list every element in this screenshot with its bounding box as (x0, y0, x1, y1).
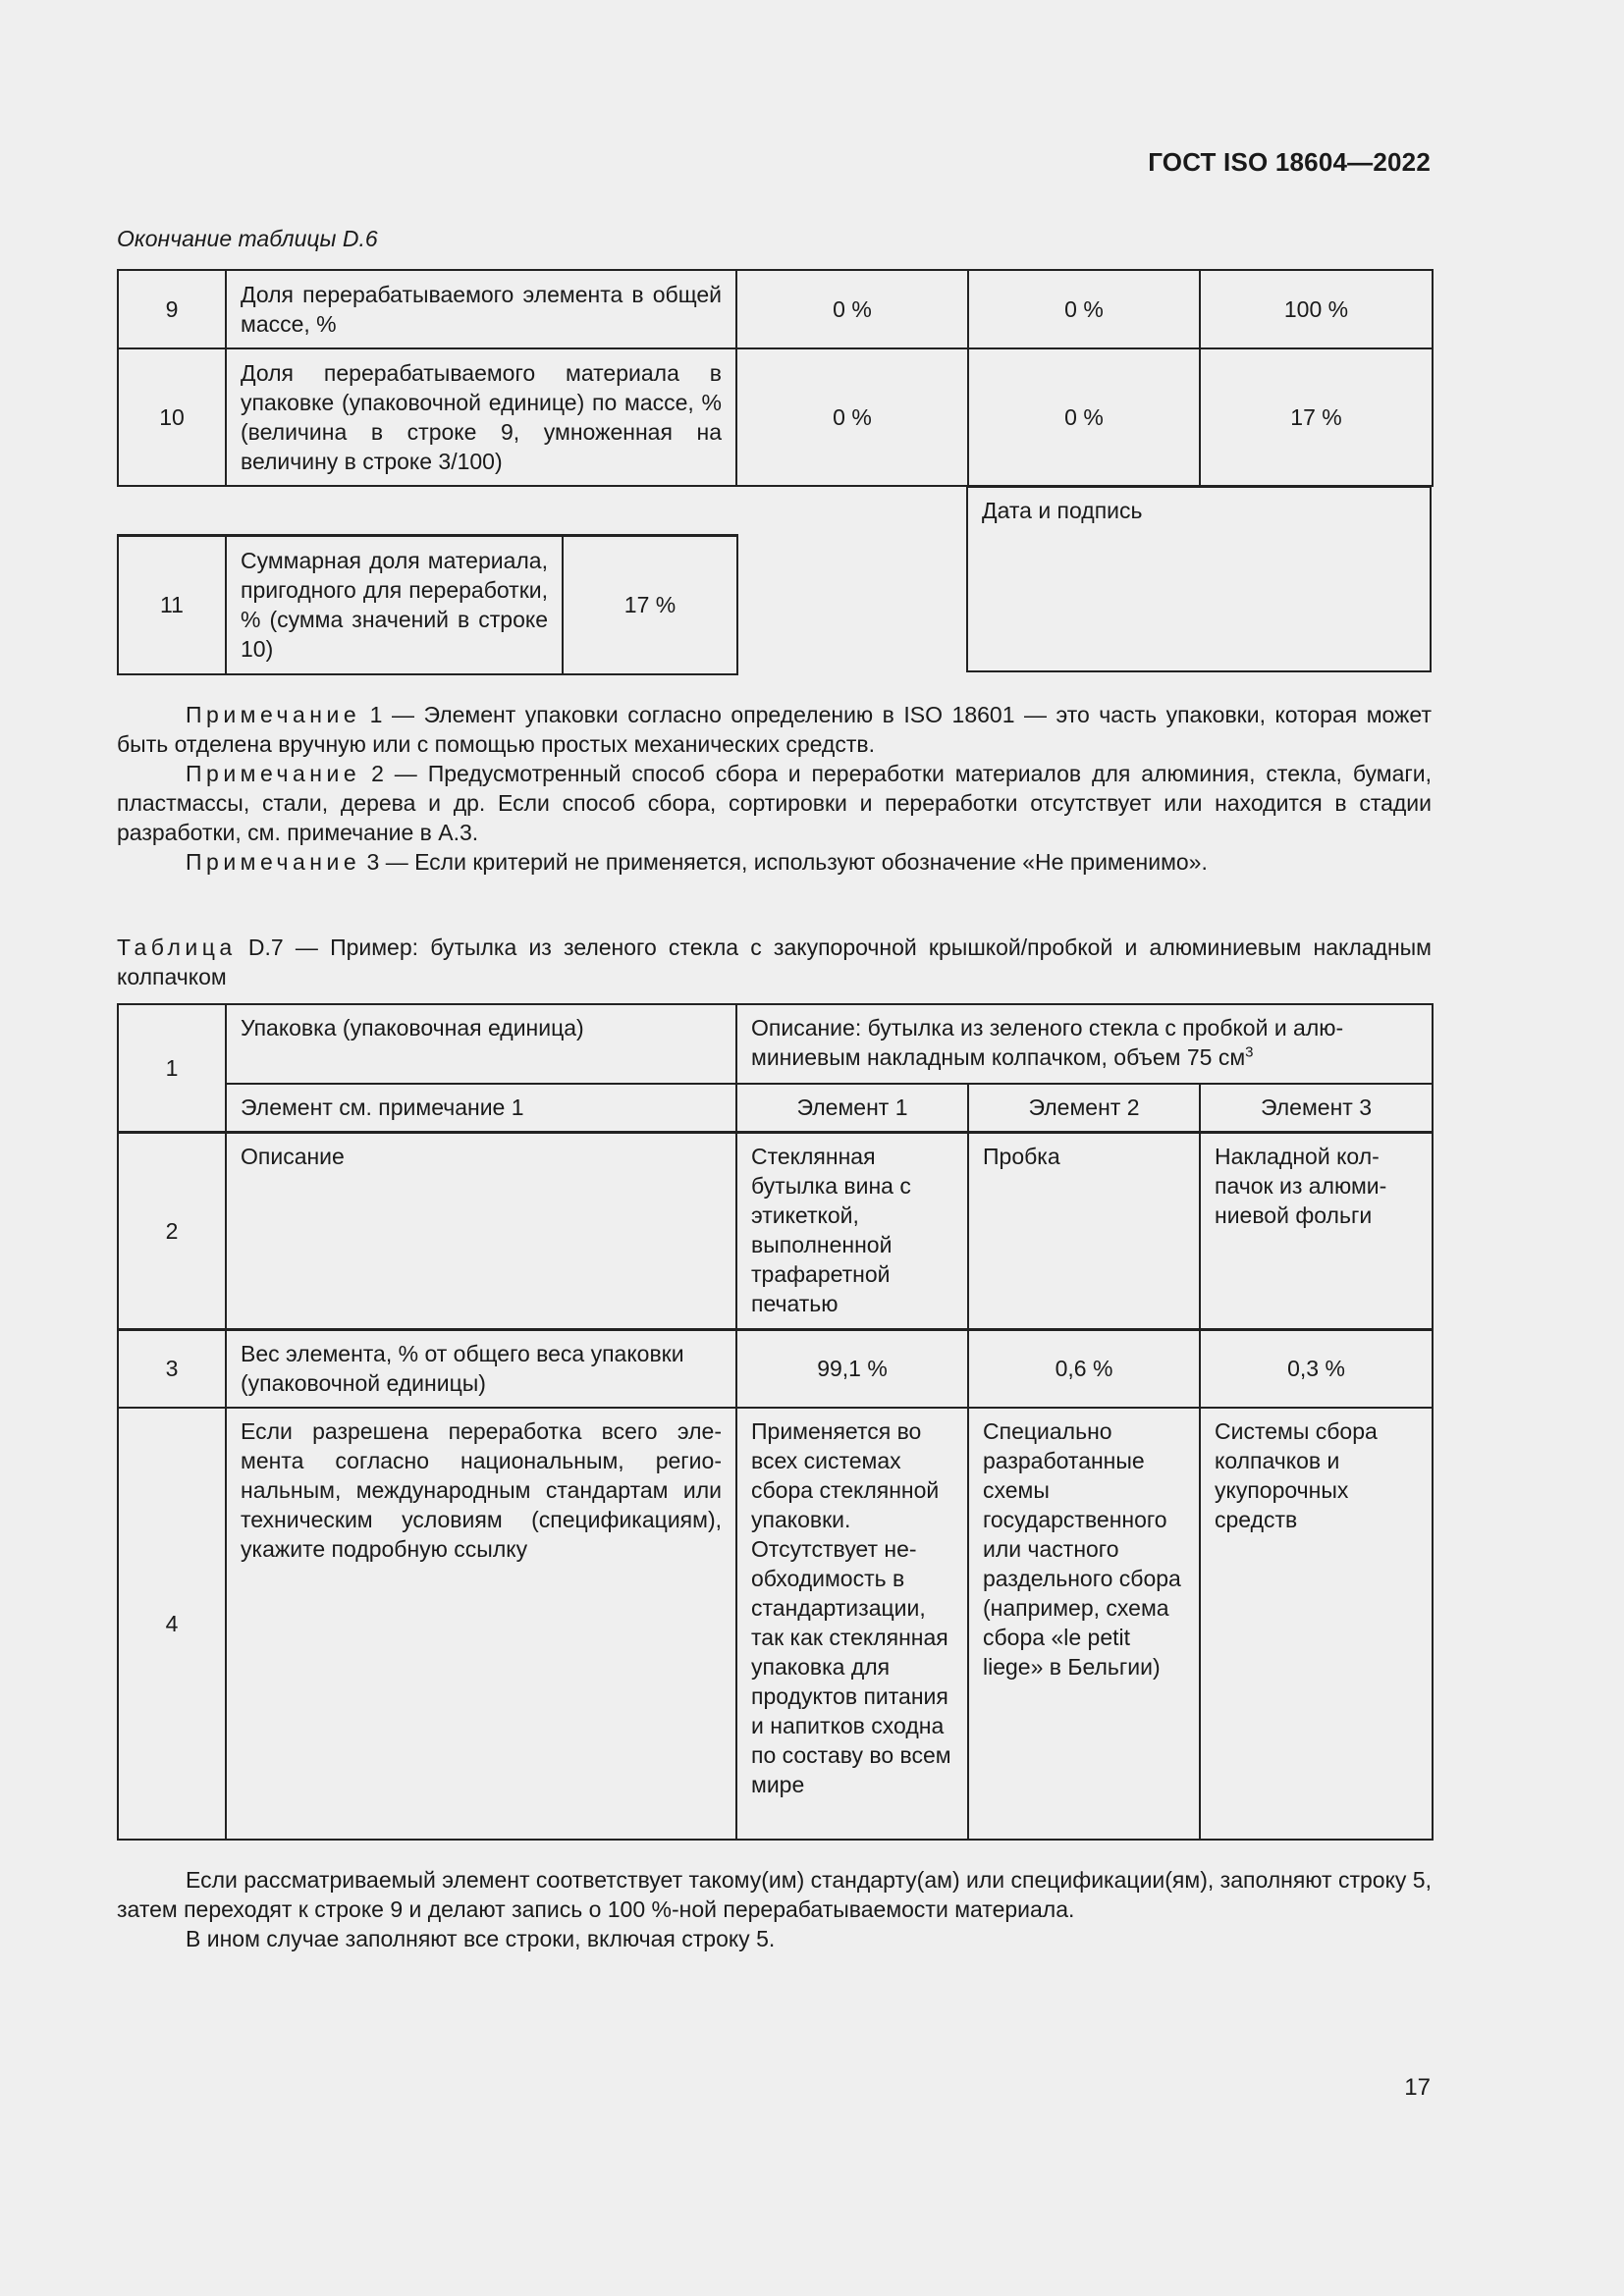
table-row (118, 1132, 1433, 1329)
note-3 (117, 847, 1432, 877)
note-text: 2 — Предусмотренный способ сбора и переработки материалов для алюминия, стекла, бумаги, пластмассы, стали, дерева и др. Если способ сбора, сортировки и переработки отсутствует или находится в стадии разработки, см. примечание в А.3. (117, 761, 1432, 845)
note-prefix: Примечание (186, 702, 361, 727)
table-row (118, 348, 1433, 486)
note-prefix: Примечание (186, 849, 361, 875)
note-text: 3 — Если критерий не применяется, используют обозначение «Не применимо». (360, 849, 1208, 875)
element1-header: Элемент 1 (736, 1084, 968, 1132)
note-1 (117, 700, 1432, 759)
row-number: 2 (118, 1132, 226, 1329)
notes (117, 700, 1432, 877)
element2-header: Элемент 2 (968, 1084, 1200, 1132)
element-label: Элемент см. примечание 1 (226, 1084, 736, 1132)
table-title-prefix: Таблица (117, 934, 237, 960)
row-number: 1 (118, 1004, 226, 1132)
table-row (118, 1004, 1433, 1084)
row-label: Описание (226, 1132, 736, 1329)
element3-weight: 0,3 % (1200, 1329, 1433, 1408)
row-number: 9 (118, 270, 226, 348)
row-label: Если разрешена переработка всего элемента согласно национальным, региональным, международным стандартам или техническим условиям (спецификациям), укажите подробную ссылку (226, 1408, 736, 1840)
note-prefix: Примечание (186, 761, 361, 786)
paragraph: Если рассматриваемый элемент соответствует такому(им) стандарту(ам) или спецификации(ям), заполняют строку 5, затем переходят к строке 9 и делают запись о 100 %-ной перерабатываемости материала. (117, 1867, 1432, 1922)
element3-description: Накладной колпачок из алюминиевой фольги (1200, 1132, 1433, 1329)
element3-reference: Системы сбора колпачков и укупорочных средств (1200, 1408, 1433, 1840)
date-signature-box (966, 485, 1432, 672)
element2-description: Пробка (968, 1132, 1200, 1329)
document-code: ГОСТ ISO 18604—2022 (1148, 147, 1431, 177)
note-2 (117, 759, 1432, 847)
table-row (118, 270, 1433, 348)
row-number: 11 (118, 536, 226, 674)
table-row (118, 1329, 1433, 1408)
packaging-label: Упаковка (упаковочная единица) (226, 1004, 736, 1084)
table-row (118, 1408, 1433, 1840)
row-label: Доля перерабатываемого элемента в общей массе, % (226, 270, 736, 348)
description-text: Описание: бутылка из зеленого стекла с пробкой и алюминиевым накладным колпачком, объем 75 см (751, 1015, 1344, 1070)
element1-value: 0 % (736, 348, 968, 486)
table-title-text: D.7 — Пример: бутылка из зеленого стекла с закупорочной крышкой/пробкой и алюминиевым накладным колпачком (117, 934, 1432, 989)
packaging-description (736, 1004, 1433, 1084)
body-text (117, 1865, 1432, 1953)
row-label: Вес элемента, % от общего веса упаковки (упаковочной единицы) (226, 1329, 736, 1408)
paragraph: В ином случае заполняют все строки, включая строку 5. (186, 1926, 776, 1951)
total-value: 17 % (563, 536, 737, 674)
element2-value: 0 % (968, 348, 1200, 486)
table-d7 (117, 1003, 1434, 1841)
description-superscript: 3 (1245, 1043, 1254, 1061)
table-continuation-caption: Окончание таблицы D.6 (117, 226, 378, 251)
page-number: 17 (1404, 2074, 1431, 2101)
note-text: 1 — Элемент упаковки согласно определению в ISO 18601 — это часть упаковки, которая может быть отделена вручную или с помощью простых механических средств. (117, 702, 1432, 757)
row-label: Суммарная доля материала, пригодного для переработки, % (сумма значений в строке 10) (226, 536, 563, 674)
table-row (118, 536, 737, 674)
element2-weight: 0,6 % (968, 1329, 1200, 1408)
element2-value: 0 % (968, 270, 1200, 348)
element1-value: 0 % (736, 270, 968, 348)
row-number: 4 (118, 1408, 226, 1840)
table-d6-end (117, 269, 1434, 487)
element1-description: Стеклянная бутылка вина с этикеткой, выполненной трафаретной печатью (736, 1132, 968, 1329)
element1-reference: Применяется во всех системах сбора стеклянной упаковки. Отсутствует необходимость в стандартизации, так как стеклянная упаковка для продуктов питания и напитков сходна по составу во всем мире (736, 1408, 968, 1840)
element3-value: 17 % (1200, 348, 1433, 486)
element3-value: 100 % (1200, 270, 1433, 348)
element3-header: Элемент 3 (1200, 1084, 1433, 1132)
element2-reference: Специально разработанные схемы государственного или частного раздельного сбора (например, схема сбора «le petit liege» в Бельгии) (968, 1408, 1200, 1840)
row-number: 10 (118, 348, 226, 486)
element1-weight: 99,1 % (736, 1329, 968, 1408)
signature-label: Дата и подпись (982, 498, 1143, 523)
row-label: Доля перерабатываемого материала в упаковке (упаковочной единице) по массе, % (величина в строке 9, умноженная на величину в строке 3/100) (226, 348, 736, 486)
table-d6-row-11 (117, 534, 738, 675)
table-d7-title (117, 933, 1432, 991)
table-row (118, 1084, 1433, 1132)
row-number: 3 (118, 1329, 226, 1408)
